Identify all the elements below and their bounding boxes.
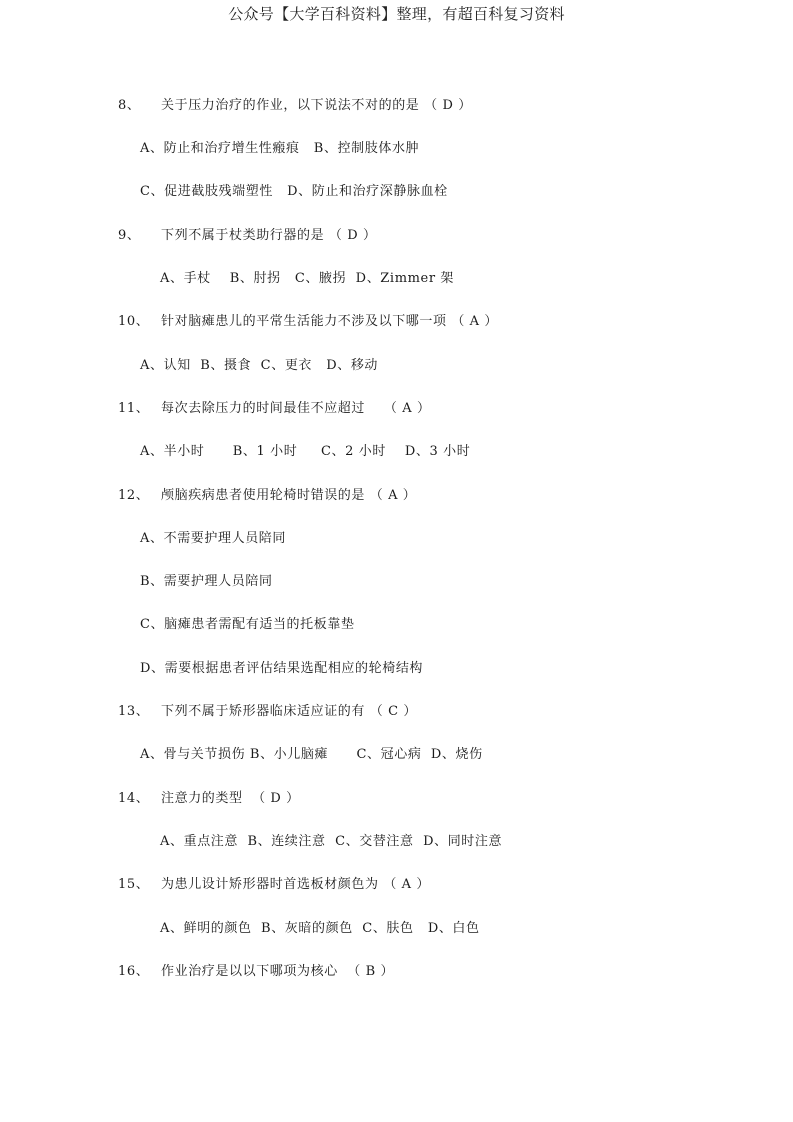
question-13 — [118, 704, 417, 720]
question-text: 下列不属于矫形器临床适应证的有 （ C ） — [161, 704, 417, 719]
question-15 — [118, 877, 430, 893]
question-number: 9、 — [118, 228, 141, 243]
option-line: B、需要护理人员陪同 — [140, 574, 273, 589]
option-line: C、脑瘫患者需配有适当的托板靠垫 — [140, 617, 355, 632]
question-number: 12、 — [118, 488, 150, 503]
question-9 — [118, 228, 377, 244]
option-line: A、重点注意 B、连续注意 C、交替注意 D、同时注意 — [160, 834, 503, 849]
page-header: 公众号【大学百科资料】整理，有超百科复习资料 — [228, 5, 565, 23]
question-number: 8、 — [118, 98, 141, 113]
question-number: 15、 — [118, 877, 150, 892]
question-text: 为患儿设计矫形器时首选板材颜色为 （ A ） — [161, 877, 430, 892]
question-12 — [118, 488, 416, 504]
question-text: 颅脑疾病患者使用轮椅时错误的是 （ A ） — [161, 488, 417, 503]
question-number: 11、 — [118, 401, 150, 416]
option-line: A、手杖 B、肘拐 C、腋拐 D、Zimmer 架 — [160, 271, 454, 286]
option-line: A、不需要护理人员陪同 — [140, 531, 286, 546]
question-text: 注意力的类型 （ D ） — [161, 791, 300, 806]
question-number: 16、 — [118, 964, 150, 979]
question-16 — [118, 964, 394, 980]
option-line: A、骨与关节损伤 B、小儿脑瘫 C、冠心病 D、烧伤 — [140, 747, 483, 762]
option-line: D、需要根据患者评估结果选配相应的轮椅结构 — [140, 661, 424, 676]
option-line: A、防止和治疗增生性瘢痕 B、控制肢体水肿 — [140, 141, 420, 156]
question-number: 14、 — [118, 791, 150, 806]
option-line: A、鲜明的颜色 B、灰暗的颜色 C、肤色 D、白色 — [160, 921, 480, 936]
question-text: 作业治疗是以以下哪项为核心 （ B ） — [161, 964, 395, 979]
question-text: 每次去除压力的时间最佳不应超过 （ A ） — [161, 401, 431, 416]
question-11 — [118, 401, 431, 417]
option-line: C、促进截肢残端塑性 D、防止和治疗深静脉血栓 — [140, 184, 448, 199]
question-number: 13、 — [118, 704, 150, 719]
option-line: A、认知 B、摄食 C、更衣 D、移动 — [140, 358, 379, 373]
question-8 — [118, 98, 472, 114]
question-text: 关于压力治疗的作业，以下说法不对的的是 （ D ） — [161, 98, 472, 113]
question-14 — [118, 791, 300, 807]
question-number: 10、 — [118, 314, 150, 329]
option-line: A、半小时 B、1 小时 C、2 小时 D、3 小时 — [140, 444, 471, 459]
question-text: 下列不属于杖类助行器的是 （ D ） — [161, 228, 377, 243]
question-10 — [118, 314, 498, 330]
question-text: 针对脑瘫患儿的平常生活能力不涉及以下哪一项 （ A ） — [161, 314, 498, 329]
